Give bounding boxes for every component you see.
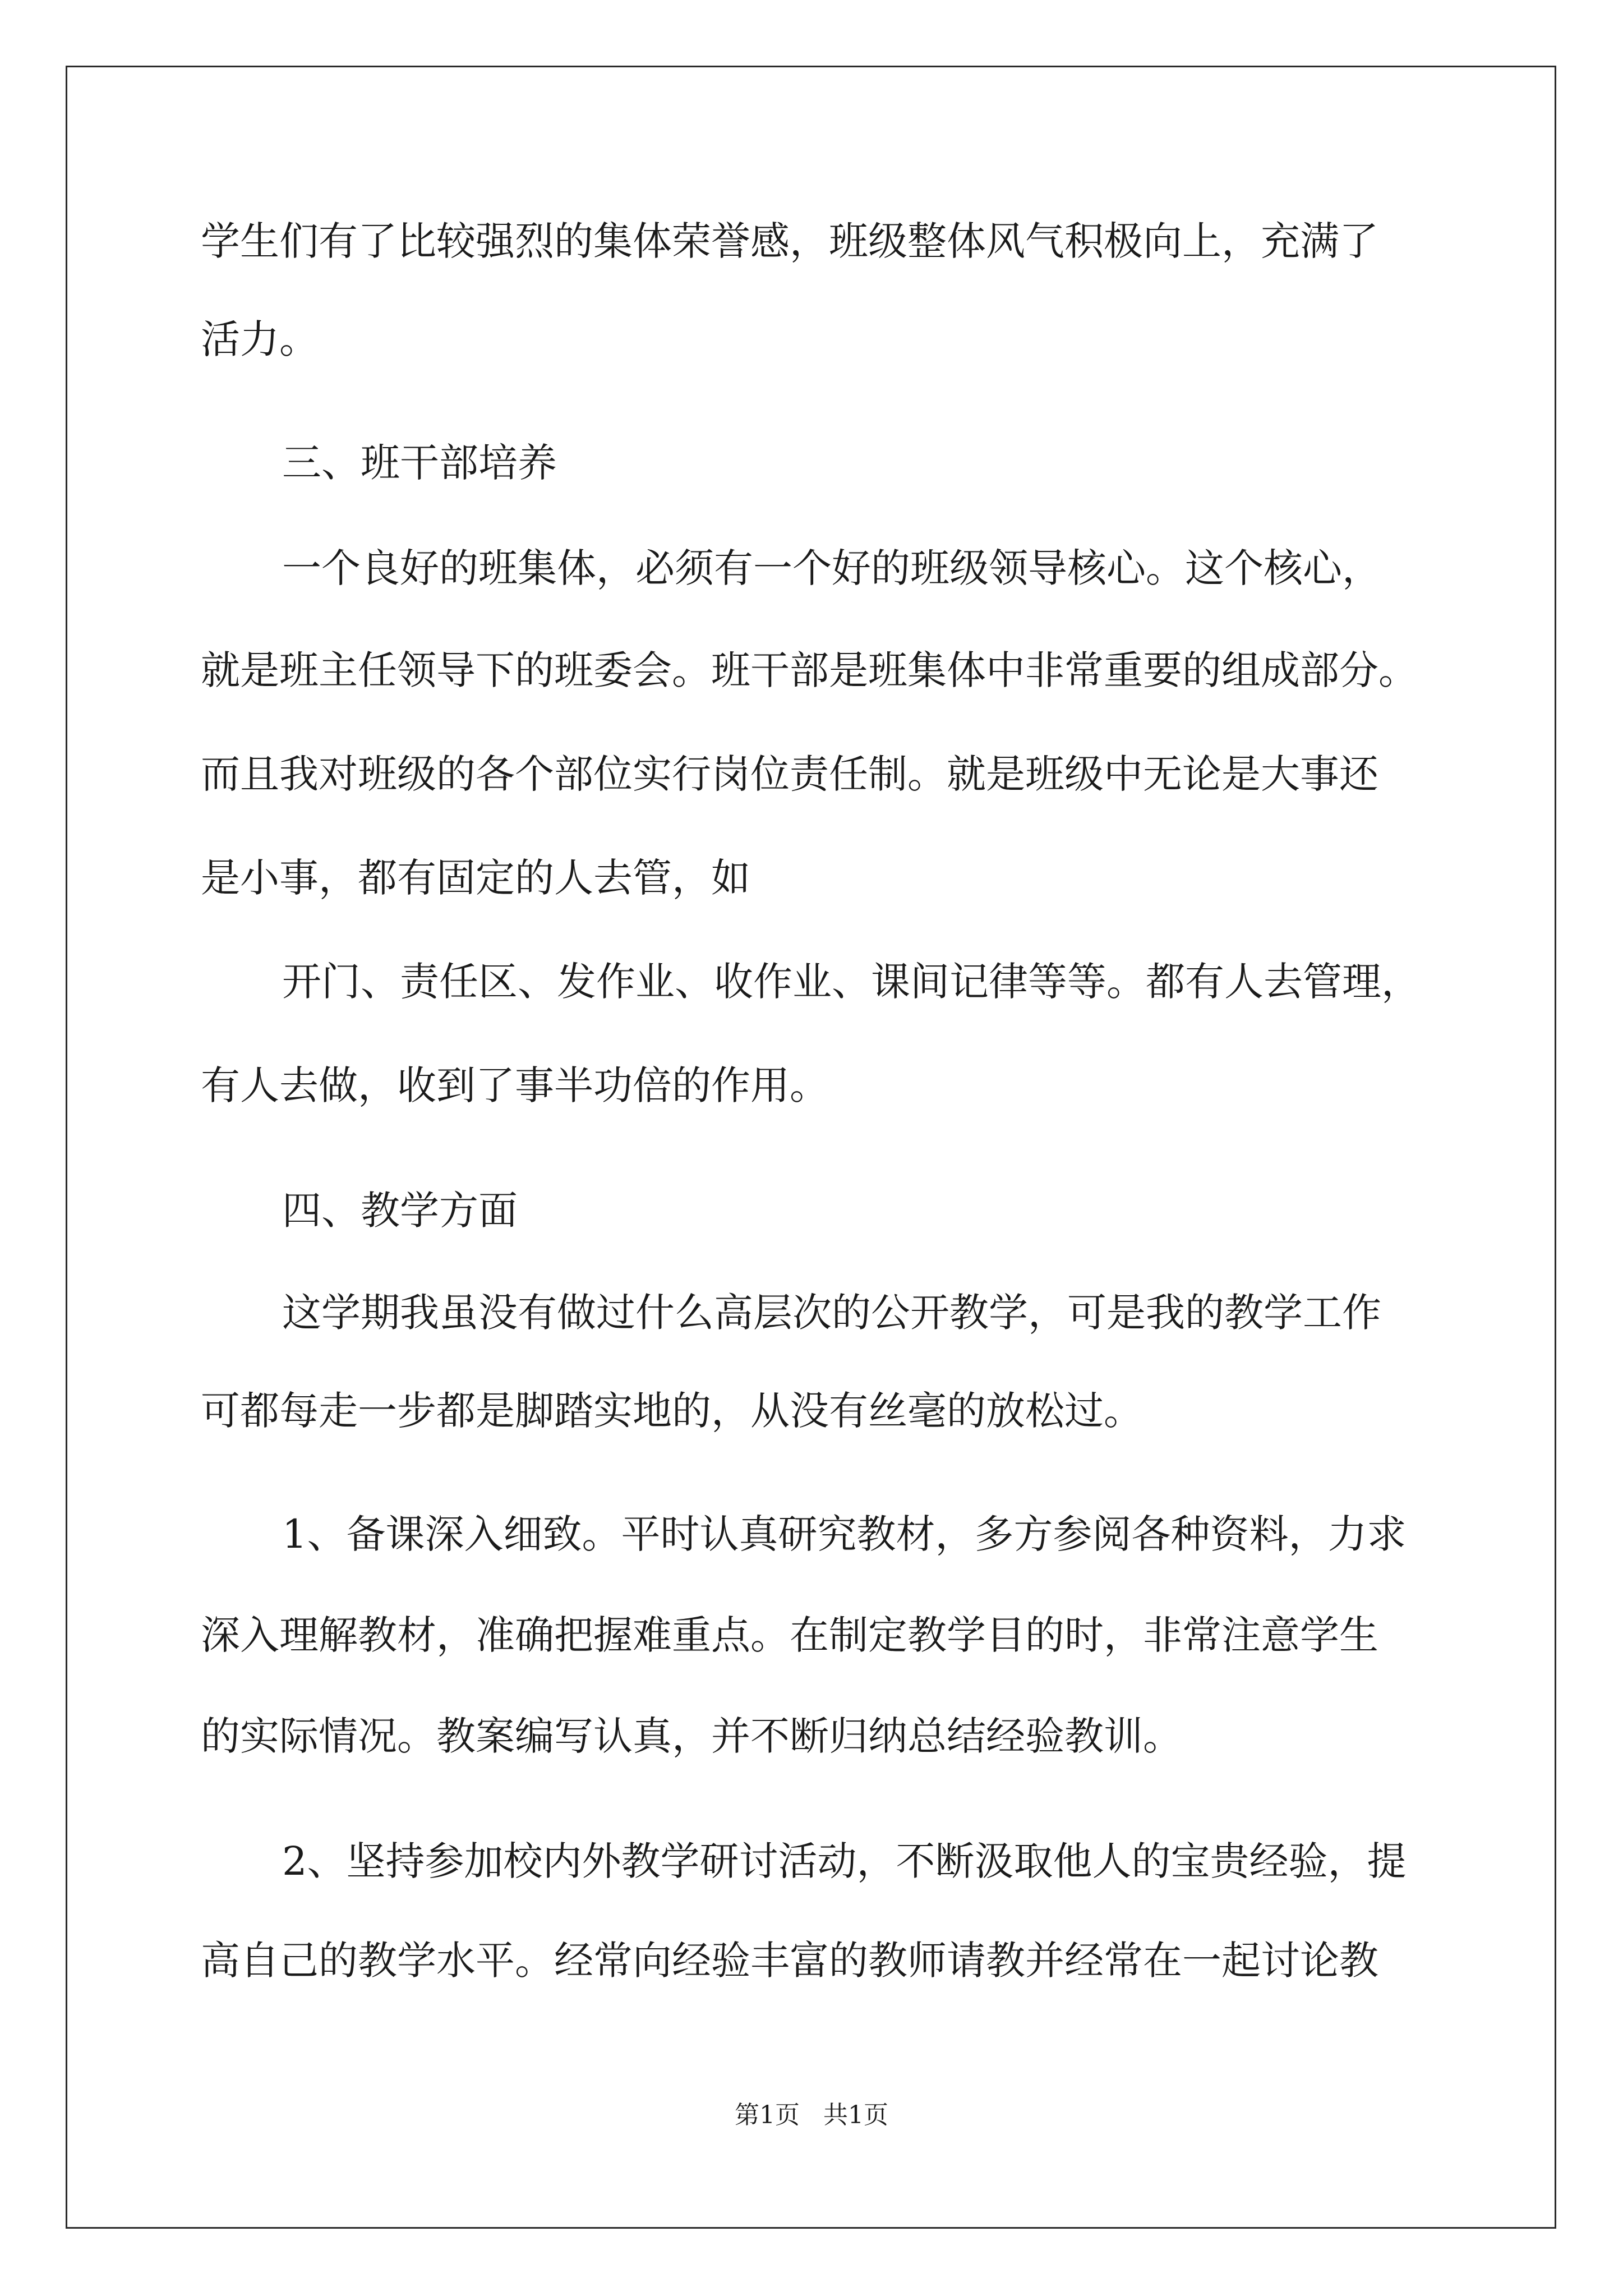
section-heading: 三、班干部培养	[282, 440, 557, 486]
text-line: 可都每走一步都是脚踏实地的，从没有丝毫的放松过。	[201, 1388, 1143, 1434]
text-line: 的实际情况。教案编写认真，并不断归纳总结经验教训。	[201, 1713, 1182, 1759]
text-line: 这学期我虽没有做过什么高层次的公开教学，可是我的教学工作	[282, 1290, 1381, 1336]
text-line: 活力。	[201, 316, 319, 362]
text-line: 就是班主任领导下的班委会。班干部是班集体中非常重要的组成部分。	[201, 647, 1418, 693]
text-line: 而且我对班级的各个部位实行岗位责任制。就是班级中无论是大事还	[201, 751, 1378, 797]
page-border	[66, 66, 1556, 2229]
text-line: 深入理解教材，准确把握难重点。在制定教学目的时，非常注意学生	[201, 1612, 1378, 1658]
text-line: 2、坚持参加校内外教学研讨活动，不断汲取他人的宝贵经验，提	[282, 1838, 1407, 1884]
text-line: 有人去做，收到了事半功倍的作用。	[201, 1062, 829, 1108]
text-line: 是小事，都有固定的人去管，如	[201, 855, 750, 901]
text-line: 一个良好的班集体，必须有一个好的班级领导核心。这个核心，	[282, 545, 1381, 591]
text-line: 高自己的教学水平。经常向经验丰富的教师请教并经常在一起讨论教	[201, 1938, 1378, 1984]
section-heading: 四、教学方面	[282, 1188, 518, 1234]
page-footer: 第1页 共1页	[735, 2101, 888, 2129]
text-line: 学生们有了比较强烈的集体荣誉感，班级整体风气积极向上，充满了	[201, 218, 1378, 264]
text-line: 1、备课深入细致。平时认真研究教材，多方参阅各种资料，力求	[282, 1511, 1407, 1557]
text-line: 开门、责任区、发作业、收作业、课间记律等等。都有人去管理，	[282, 959, 1421, 1005]
